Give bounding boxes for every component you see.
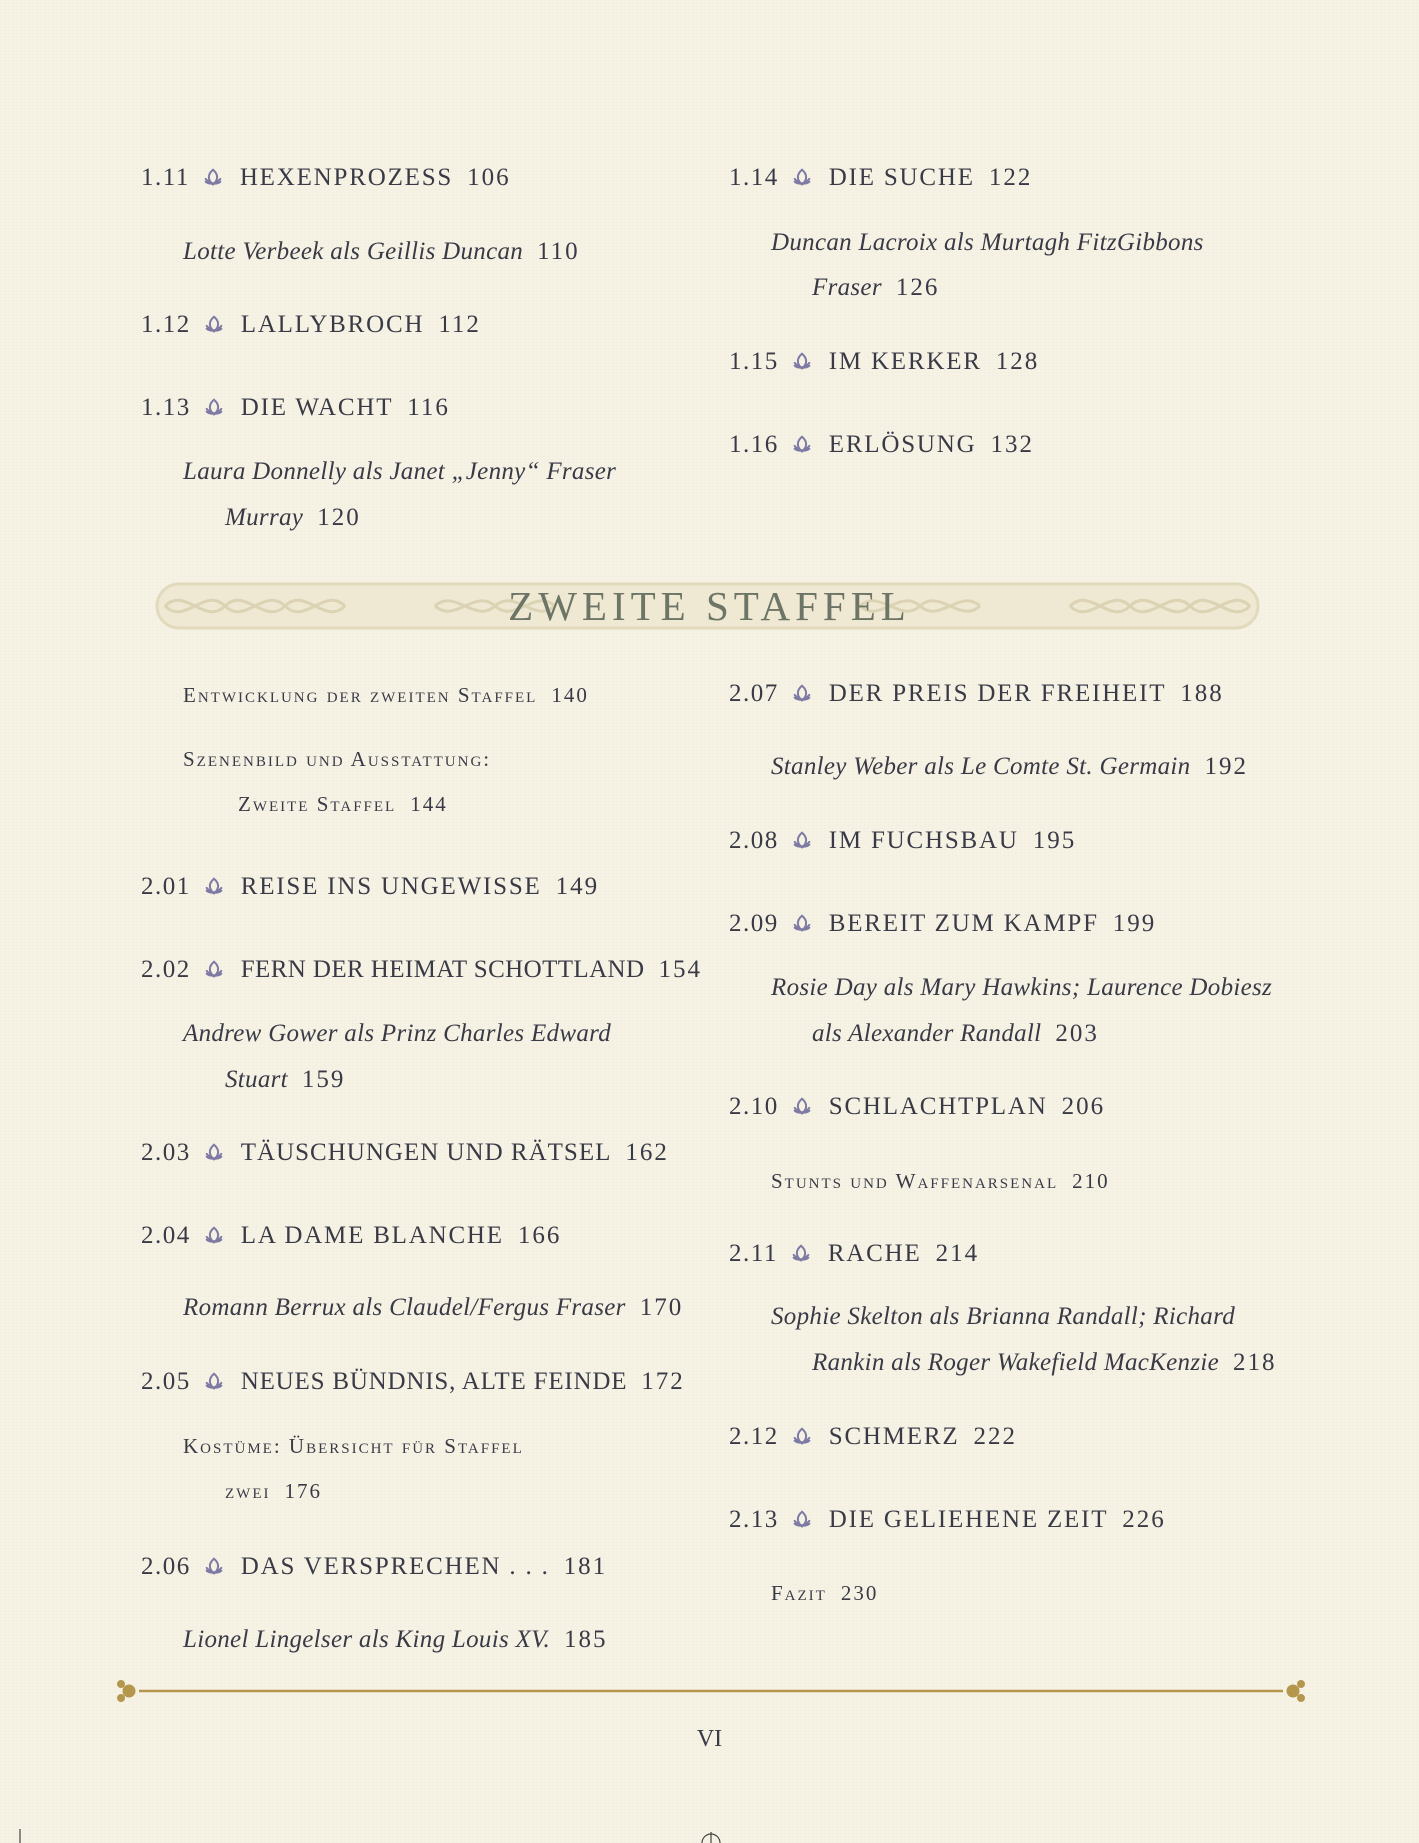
celtic-knot-icon [791,434,813,456]
feature-text: Lotte Verbeek als Geillis Duncan [183,238,524,265]
episode-number: 2.02 [141,956,191,983]
page-number: 210 [1072,1169,1110,1193]
celtic-knot-icon [791,351,813,373]
feature-text: Szenenbild und Ausstattung: [183,747,492,771]
celtic-knot-icon [203,1371,225,1393]
page-number: 116 [407,394,450,421]
page-number: 120 [317,504,361,531]
toc-episode-2-11[interactable] [729,1240,979,1268]
page-number: 159 [301,1066,346,1093]
toc-feature[interactable] [771,1581,878,1606]
page-number: 226 [1122,1506,1166,1533]
page-number: 218 [1233,1349,1277,1376]
page-number: 170 [639,1294,684,1321]
feature-text: Duncan Lacroix als Murtagh FitzGibbons [771,229,1204,256]
page-number: 122 [988,164,1033,191]
episode-title: RACHE [827,1240,922,1267]
toc-feature[interactable] [183,1626,608,1654]
celtic-knot-icon [791,683,813,705]
toc-feature[interactable] [183,238,580,266]
page-folio: VI [696,1726,723,1752]
toc-feature-continued[interactable] [812,1020,1099,1048]
toc-episode-1-13[interactable] [141,394,450,422]
page-number: 112 [438,311,481,338]
page-number: 199 [1112,910,1157,937]
page-number: 154 [658,956,702,983]
feature-text: Fazit [771,1581,827,1605]
episode-title: FERN DER HEIMAT SCHOTTLAND [240,956,645,983]
episode-title: DIE SUCHE [828,164,975,191]
page-number: 106 [467,164,511,191]
page-number: 172 [641,1368,685,1395]
section-heading: ZWEITE STAFFEL [508,583,911,629]
celtic-knot-icon [791,167,813,189]
page-number: 144 [410,792,448,816]
episode-number: 1.14 [729,164,779,191]
page-number: 166 [517,1222,562,1249]
toc-feature[interactable] [183,747,491,772]
page-number: 181 [563,1553,608,1580]
toc-episode-2-09[interactable] [729,910,1156,938]
feature-text: Murray [225,504,304,531]
celtic-knot-icon [203,1142,225,1164]
toc-feature[interactable] [183,683,589,708]
episode-title: TÄUSCHUNGEN UND RÄTSEL [240,1139,612,1166]
episode-title: DAS VERSPRECHEN . . . [240,1553,550,1580]
celtic-knot-icon [203,1225,225,1247]
episode-number: 2.07 [729,680,779,707]
feature-text: Romann Berrux als Claudel/Fergus Fraser [183,1294,626,1321]
toc-episode-2-13[interactable] [729,1506,1166,1534]
feature-text: zwei [225,1479,271,1503]
toc-episode-2-04[interactable] [141,1222,561,1250]
page-number: 185 [564,1626,608,1653]
episode-number: 1.12 [141,311,191,338]
celtic-knot-icon [203,397,225,419]
celtic-knot-icon [203,314,225,336]
episode-title: DIE GELIEHENE ZEIT [828,1506,1109,1533]
toc-episode-1-14[interactable] [729,164,1032,192]
feature-text: Fraser [812,274,882,301]
celtic-knot-icon [790,1243,812,1265]
feature-text: als Alexander Randall [812,1020,1042,1047]
episode-title: LALLYBROCH [240,311,425,338]
episode-number: 2.05 [141,1368,191,1395]
feature-text: Stuart [225,1066,288,1093]
page-number: 214 [935,1240,980,1267]
toc-feature[interactable] [771,1303,1235,1331]
toc-episode-2-10[interactable] [729,1093,1105,1121]
episode-title: SCHMERZ [828,1423,960,1450]
toc-episode-1-15[interactable] [729,348,1039,376]
toc-feature-continued[interactable] [225,504,361,532]
page-number: 140 [551,683,589,707]
page-number: 126 [895,274,940,301]
page-number: 206 [1061,1093,1106,1120]
toc-feature-continued[interactable] [812,1349,1277,1377]
celtic-knot-icon [791,1426,813,1448]
toc-episode-1-16[interactable] [729,431,1034,459]
celtic-knot-icon [202,167,224,189]
toc-feature[interactable] [183,1020,611,1048]
episode-title: DIE WACHT [240,394,394,421]
episode-number: 2.03 [141,1139,191,1166]
episode-number: 1.11 [141,164,190,191]
toc-feature-continued[interactable] [225,1479,322,1504]
feature-text: Stunts und Waffenarsenal [771,1169,1059,1193]
celtic-knot-icon [791,1509,813,1531]
episode-number: 2.06 [141,1553,191,1580]
page-number: 230 [840,1581,879,1605]
gold-rule-ornament [115,1676,1307,1706]
episode-title: IM KERKER [828,348,982,375]
toc-episode-1-12[interactable] [141,311,481,339]
toc-feature-continued[interactable] [225,1066,345,1094]
feature-text: Rankin als Roger Wakefield MacKenzie [812,1349,1220,1376]
episode-title: IM FUCHSBAU [828,827,1019,854]
feature-text: Kostüme: Übersicht für Staffel [183,1434,524,1458]
toc-episode-2-07[interactable] [729,680,1224,708]
episode-title: HEXENPROZESS [239,164,454,191]
episode-title: LA DAME BLANCHE [240,1222,504,1249]
page-number: 128 [995,348,1040,375]
page-number: 132 [990,431,1034,458]
episode-number: 2.13 [729,1506,779,1533]
toc-episode-2-01[interactable] [141,873,599,901]
toc-feature[interactable] [771,974,1272,1002]
toc-feature[interactable] [771,753,1248,781]
toc-feature-continued[interactable] [238,792,448,817]
feature-text: Zweite Staffel [238,792,397,816]
toc-episode-2-05[interactable] [141,1368,685,1396]
episode-title: BEREIT ZUM KAMPF [828,910,1099,937]
episode-number: 2.10 [729,1093,779,1120]
toc-episode-2-02[interactable] [141,956,702,984]
page-number: 222 [973,1423,1017,1450]
feature-text: Entwicklung der zweiten Staffel [183,683,538,707]
episode-number: 1.15 [729,348,779,375]
page-number: 203 [1055,1020,1099,1047]
feature-text: Rosie Day als Mary Hawkins; Laurence Dobiesz [771,974,1273,1001]
page-number: 149 [555,873,600,900]
crop-mark-icon [18,1829,22,1843]
episode-number: 1.13 [141,394,191,421]
episode-title: REISE INS UNGEWISSE [240,873,542,900]
page-number: 110 [537,238,580,265]
episode-title: SCHLACHTPLAN [828,1093,1048,1120]
toc-feature[interactable] [771,1169,1110,1194]
episode-number: 2.01 [141,873,191,900]
celtic-knot-icon [203,959,225,981]
page-number: 162 [625,1139,669,1166]
celtic-knot-icon [791,1096,813,1118]
episode-number: 2.12 [729,1423,779,1450]
toc-episode-2-03[interactable] [141,1139,669,1167]
episode-number: 1.16 [729,431,779,458]
celtic-knot-icon [203,1556,225,1578]
episode-title: DER PREIS DER FREIHEIT [828,680,1167,707]
toc-feature-continued[interactable] [812,274,939,302]
episode-number: 2.11 [729,1240,778,1267]
feature-text: Laura Donnelly als Janet „Jenny“ Fraser [183,458,617,485]
feature-text: Sophie Skelton als Brianna Randall; Richard [771,1303,1235,1330]
crop-mark-icon [700,1829,722,1843]
page-number: 188 [1180,680,1224,707]
celtic-knot-icon [203,876,225,898]
page-number: 176 [284,1479,322,1503]
episode-number: 2.08 [729,827,779,854]
toc-feature[interactable] [183,1294,683,1322]
toc-feature[interactable] [771,229,1204,257]
toc-episode-2-12[interactable] [729,1423,1017,1451]
feature-text: Stanley Weber als Le Comte St. Germain [771,753,1191,780]
page-number: 195 [1032,827,1077,854]
celtic-knot-icon [791,913,813,935]
toc-feature[interactable] [183,458,616,486]
page-number: 192 [1204,753,1248,780]
episode-title: ERLÖSUNG [828,431,977,458]
feature-text: Lionel Lingelser als King Louis XV. [183,1626,551,1653]
toc-episode-2-08[interactable] [729,827,1076,855]
toc-episode-1-11[interactable] [141,164,511,192]
episode-title: NEUES BÜNDNIS, ALTE FEINDE [240,1368,628,1395]
toc-episode-2-06[interactable] [141,1553,607,1581]
feature-text: Andrew Gower als Prinz Charles Edward [183,1020,612,1047]
celtic-knot-icon [791,830,813,852]
toc-feature[interactable] [183,1434,524,1459]
episode-number: 2.04 [141,1222,191,1249]
episode-number: 2.09 [729,910,779,937]
